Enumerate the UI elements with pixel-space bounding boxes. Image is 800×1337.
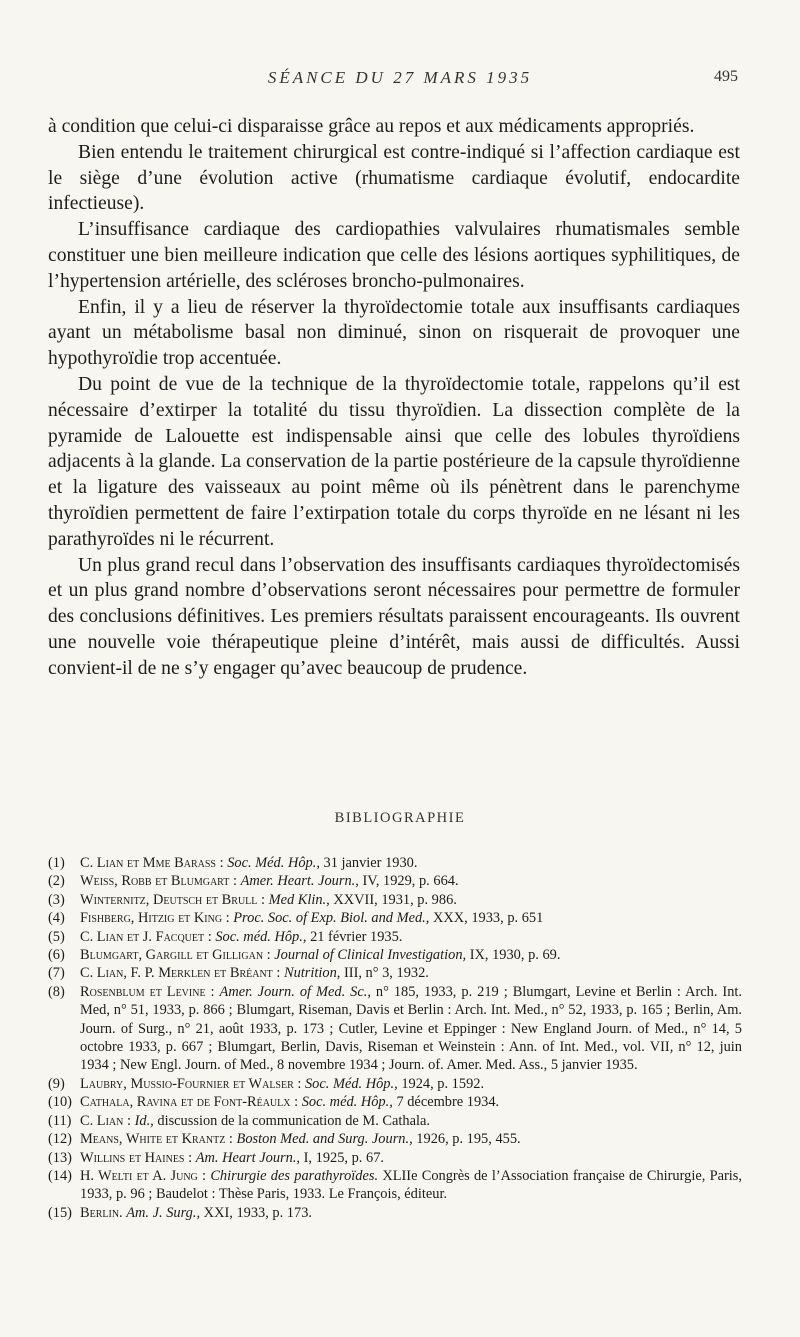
entry-number: (3) bbox=[48, 891, 65, 908]
entry-source: Soc. Méd. Hôp., bbox=[304, 1075, 398, 1092]
entry-details: discussion de la communication de M. Cathala. bbox=[157, 1112, 430, 1129]
entry-number: (10) bbox=[48, 1094, 72, 1111]
entry-authors: C. Lian et Mme Barass : bbox=[80, 855, 224, 871]
entry-details: 1926, p. 195, 455. bbox=[416, 1131, 521, 1148]
entry-authors: H. Welti et A. Jung : bbox=[80, 1167, 207, 1184]
entry-source: Soc. Méd. Hôp., bbox=[227, 855, 320, 871]
entry-details: XXVII, 1931, p. 986. bbox=[333, 891, 457, 908]
entry-authors: C. Lian et J. Facquet : bbox=[80, 928, 212, 945]
entry-details: 21 février 1935. bbox=[310, 928, 403, 945]
bibliography-entry bbox=[48, 854, 742, 872]
entry-number: (8) bbox=[48, 983, 65, 1000]
paragraph: Enfin, il y a lieu de réserver la thyroïdectomie totale aux insuffisants cardiaques ayant un métabolisme basal non diminué, sinon on risquerait de provoquer une hypothyroïdie trop accentuée. bbox=[48, 296, 740, 370]
entry-details: n° 185, 1933, p. 219 ; Blumgart, Levine et Berlin : Arch. Int. Med, n° 51, 1933, p. 866 ; Blumgart, Riseman, Davis et Berlin : Arch. Int. Med., n° 52, 1933, p. 165 ; Berlin, Am. Journ. of Surg., n° 21, août 1933, p. 173 ; Cutler, Levine et Eppinger : New England Journ. of Med., n° 14, 5 octobre 1933, p. 667 ; Blumgart, Berlin, Davis, Riseman et Weinstein : Ann. of Int. Med., vol. VII, n° 12, juin 1934 ; New Engl. Journ. of Med., 8 novembre 1934 ; Journ. of. Amer. Med. Ass., 5 janvier 1935. bbox=[80, 983, 742, 1074]
paragraph: à condition que celui-ci disparaisse grâce au repos et aux médicaments appropriés. bbox=[48, 116, 695, 137]
entry-authors: Laubry, Mussio-Fournier et Walser : bbox=[80, 1075, 302, 1092]
paragraph: Du point de vue de la technique de la thyroïdectomie totale, rappelons qu’il est nécessaire d’extirper la totalité du tissu thyroïdien. La dissection complète de la pyramide de Lalouette est indispensable ainsi que celle des lobules thyroïdiens adjacents à la glande. La conservation de la partie postérieure de la capsule thyroïdienne et la ligature des vaisseaux au point même où ils pénètrent dans le parenchyme thyroïdien permettent de faire l’extirpation totale du corps thyroïde en ne lésant ni les parathyroïdes ni le récurrent. bbox=[48, 373, 741, 550]
entry-authors: Berlin. bbox=[80, 1204, 123, 1221]
bibliography-entry bbox=[48, 946, 742, 964]
entry-details: I, 1925, p. 67. bbox=[303, 1149, 384, 1166]
bibliography-entry bbox=[48, 1149, 742, 1167]
page-number: 495 bbox=[714, 68, 738, 85]
entry-number: (11) bbox=[48, 1112, 72, 1129]
entry-number: (1) bbox=[48, 855, 65, 871]
entry-number: (12) bbox=[48, 1131, 72, 1148]
entry-source: Am. J. Surg., bbox=[126, 1204, 201, 1221]
bibliography-entry bbox=[48, 928, 742, 946]
entry-number: (5) bbox=[48, 928, 65, 945]
entry-authors: Winternitz, Deutsch et Brull : bbox=[80, 891, 265, 908]
paragraph: Bien entendu le traitement chirurgical est contre-indiqué si l’affection cardiaque est le siège d’une évolution active (rhumatisme cardiaque évolutif, endocardite infectieuse). bbox=[48, 141, 740, 215]
entry-source: Journal of Clinical Investigation, bbox=[274, 947, 467, 964]
entry-number: (15) bbox=[48, 1204, 72, 1221]
entry-number: (14) bbox=[48, 1167, 72, 1184]
entry-source: Id., bbox=[134, 1112, 154, 1129]
entry-authors: C. Lian : bbox=[80, 1112, 131, 1129]
entry-source: Soc. méd. Hôp., bbox=[301, 1094, 393, 1111]
entry-authors: Fishberg, Hitzig et King : bbox=[80, 910, 230, 927]
entry-authors: Weiss, Robb et Blumgart : bbox=[80, 873, 237, 890]
entry-number: (9) bbox=[48, 1075, 65, 1092]
entry-details: III, n° 3, 1932. bbox=[343, 965, 429, 982]
bibliography-entry bbox=[48, 1075, 742, 1093]
entry-details: IX, 1930, p. 69. bbox=[469, 947, 561, 964]
bibliography-entry bbox=[48, 1167, 742, 1204]
entry-details: 1924, p. 1592. bbox=[401, 1075, 485, 1092]
bibliography-entry bbox=[48, 909, 742, 927]
entry-authors: Willins et Haines : bbox=[80, 1149, 193, 1166]
entry-source: Soc. méd. Hôp., bbox=[215, 928, 307, 945]
paragraph: L’insuffisance cardiaque des cardiopathies valvulaires rhumatismales semble constituer une bien meilleure indication que celle des lésions aortiques syphilitiques, de l’hypertension artérielle, des scléroses broncho-pulmonaires. bbox=[48, 219, 740, 292]
entry-details: IV, 1929, p. 664. bbox=[362, 873, 459, 890]
bibliography-entry bbox=[48, 983, 742, 1075]
entry-source: Amer. Journ. of Med. Sc., bbox=[219, 983, 371, 1000]
entry-details: 7 décembre 1934. bbox=[396, 1094, 500, 1111]
entry-number: (6) bbox=[48, 947, 65, 964]
entry-number: (13) bbox=[48, 1149, 72, 1166]
bibliography-heading: BIBLIOGRAPHIE bbox=[334, 810, 466, 826]
bibliography-entry bbox=[48, 964, 742, 982]
entry-details: XXX, 1933, p. 651 bbox=[432, 910, 544, 927]
bibliography-entry bbox=[48, 1204, 742, 1222]
bibliography-list bbox=[48, 854, 742, 1222]
bibliography-entry bbox=[48, 891, 742, 909]
entry-source: Am. Heart Journ., bbox=[195, 1149, 301, 1166]
entry-number: (2) bbox=[48, 873, 65, 890]
entry-number: (4) bbox=[48, 910, 65, 927]
entry-number: (7) bbox=[48, 965, 65, 982]
entry-authors: Means, White et Krantz : bbox=[80, 1131, 233, 1148]
entry-source: Chirurgie des parathyroïdes. bbox=[210, 1167, 379, 1184]
entry-source: Boston Med. and Surg. Journ., bbox=[236, 1131, 413, 1148]
running-title: SÉANCE DU 27 MARS 1935 bbox=[267, 68, 533, 87]
entry-authors: Blumgart, Gargill et Gilligan : bbox=[80, 947, 271, 964]
entry-details: XLIIe Congrès de l’Association française de Chirurgie, Paris, 1933, p. 96 ; Baudelot : Thèse Paris, 1933. Le François, éditeur. bbox=[80, 1167, 742, 1203]
entry-authors: Cathala, Ravina et de Font-Réaulx : bbox=[80, 1094, 299, 1111]
bibliography-entry bbox=[48, 1130, 742, 1148]
entry-source: Amer. Heart. Journ., bbox=[240, 873, 359, 890]
entry-details: 31 janvier 1930. bbox=[323, 855, 418, 871]
entry-source: Nutrition, bbox=[283, 965, 341, 982]
bibliography-entry bbox=[48, 872, 742, 890]
entry-source: Proc. Soc. of Exp. Biol. and Med., bbox=[233, 910, 430, 927]
bibliography-entry bbox=[48, 1112, 742, 1130]
paragraph: Un plus grand recul dans l’observation des insuffisants cardiaques thyroïdectomisés et un plus grand nombre d’observations seront nécessaires pour permettre de formuler des conclusions définitives. Les premiers résultats paraissent encourageants. Ils ouvrent une nouvelle voie thérapeutique pleine d’intérêt, mais aussi de difficultés. Aussi convient-il de ne s’y engager qu’avec beaucoup de prudence. bbox=[48, 554, 740, 679]
entry-source: Med Klin., bbox=[268, 891, 330, 908]
page-header bbox=[0, 68, 800, 92]
bibliography-entry bbox=[48, 1093, 742, 1111]
entry-details: XXI, 1933, p. 173. bbox=[203, 1204, 312, 1221]
entry-authors: Rosenblum et Levine : bbox=[80, 983, 215, 1000]
article-body bbox=[48, 114, 740, 682]
entry-authors: C. Lian, F. P. Merklen et Bréant : bbox=[80, 965, 281, 982]
